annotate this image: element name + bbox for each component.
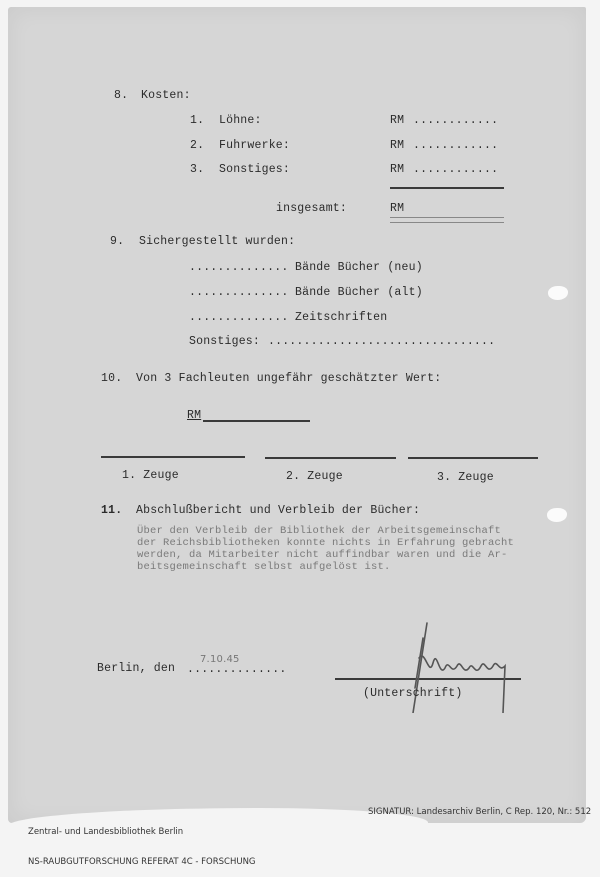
item-number: 3. bbox=[190, 163, 205, 176]
item-label-other: Sonstiges: bbox=[219, 163, 291, 176]
periodicals-field: .............. bbox=[189, 311, 289, 324]
witness-2-signature-line bbox=[265, 457, 396, 459]
new-books-field: .............. bbox=[189, 261, 289, 274]
handwritten-date: 7.10.45 bbox=[200, 654, 240, 665]
witness-3-signature-line bbox=[408, 457, 538, 459]
currency-label: RM bbox=[390, 163, 405, 176]
total-currency: RM bbox=[390, 202, 405, 215]
report-line: Über den Verbleib der Bibliothek der Arbeitsgemeinschaft bbox=[137, 525, 502, 537]
old-books-label: Bände Bücher (alt) bbox=[295, 286, 423, 299]
item-label-wages: Löhne: bbox=[219, 114, 262, 127]
date-field: .............. bbox=[187, 663, 287, 676]
section-number: 10. bbox=[101, 372, 123, 385]
currency-label: RM bbox=[390, 114, 405, 127]
total-double-rule bbox=[390, 217, 504, 223]
section-title: Sichergestellt wurden: bbox=[139, 235, 296, 248]
section-number: 8. bbox=[114, 89, 129, 102]
value-line bbox=[203, 420, 310, 422]
currency-label: RM bbox=[390, 139, 405, 152]
item-label-transport: Fuhrwerke: bbox=[219, 139, 291, 152]
witness-2-label: 2. Zeuge bbox=[286, 470, 343, 483]
witness-1-signature-line bbox=[101, 456, 245, 458]
section-title: Kosten: bbox=[141, 89, 191, 102]
old-books-field: .............. bbox=[189, 286, 289, 299]
archive-footer-left bbox=[28, 807, 256, 877]
new-books-label: Bände Bücher (neu) bbox=[295, 261, 423, 274]
section-title: Von 3 Fachleuten ungefähr geschätzter Wert: bbox=[136, 372, 442, 385]
total-label: insgesamt: bbox=[276, 202, 348, 215]
department-name: NS-RAUBGUTFORSCHUNG REFERAT 4C - FORSCHUNG bbox=[28, 857, 256, 867]
periodicals-label: Zeitschriften bbox=[295, 311, 388, 324]
signature-caption: (Unterschrift) bbox=[363, 687, 463, 700]
section-number: 9. bbox=[110, 235, 125, 248]
item-number: 2. bbox=[190, 139, 205, 152]
witness-1-label: 1. Zeuge bbox=[122, 469, 179, 482]
other-items-field: ................................ bbox=[268, 335, 496, 348]
library-name: Zentral- und Landesbibliothek Berlin bbox=[28, 827, 184, 837]
section-number: 11. bbox=[101, 504, 123, 517]
value-currency: RM bbox=[187, 409, 202, 422]
report-line: werden, da Mitarbeiter nicht auffindbar waren und die Ar- bbox=[137, 549, 508, 561]
item-number: 1. bbox=[190, 114, 205, 127]
archive-signature-reference: SIGNATUR: Landesarchiv Berlin, C Rep. 120, Nr.: 512 bbox=[368, 807, 592, 817]
report-line: der Reichsbibliotheken konnte nichts in Erfahrung gebracht bbox=[137, 537, 515, 549]
transport-field: ............ bbox=[413, 139, 499, 152]
section-title: Abschlußbericht und Verbleib der Bücher: bbox=[136, 504, 421, 517]
sum-rule bbox=[390, 187, 504, 189]
other-items-label: Sonstiges: bbox=[189, 335, 261, 348]
witness-3-label: 3. Zeuge bbox=[437, 471, 494, 484]
other-costs-field: ............ bbox=[413, 163, 499, 176]
wages-field: ............ bbox=[413, 114, 499, 127]
place-date-label: Berlin, den bbox=[97, 662, 176, 675]
report-line: beitsgemeinschaft selbst aufgelöst ist. bbox=[137, 561, 391, 573]
